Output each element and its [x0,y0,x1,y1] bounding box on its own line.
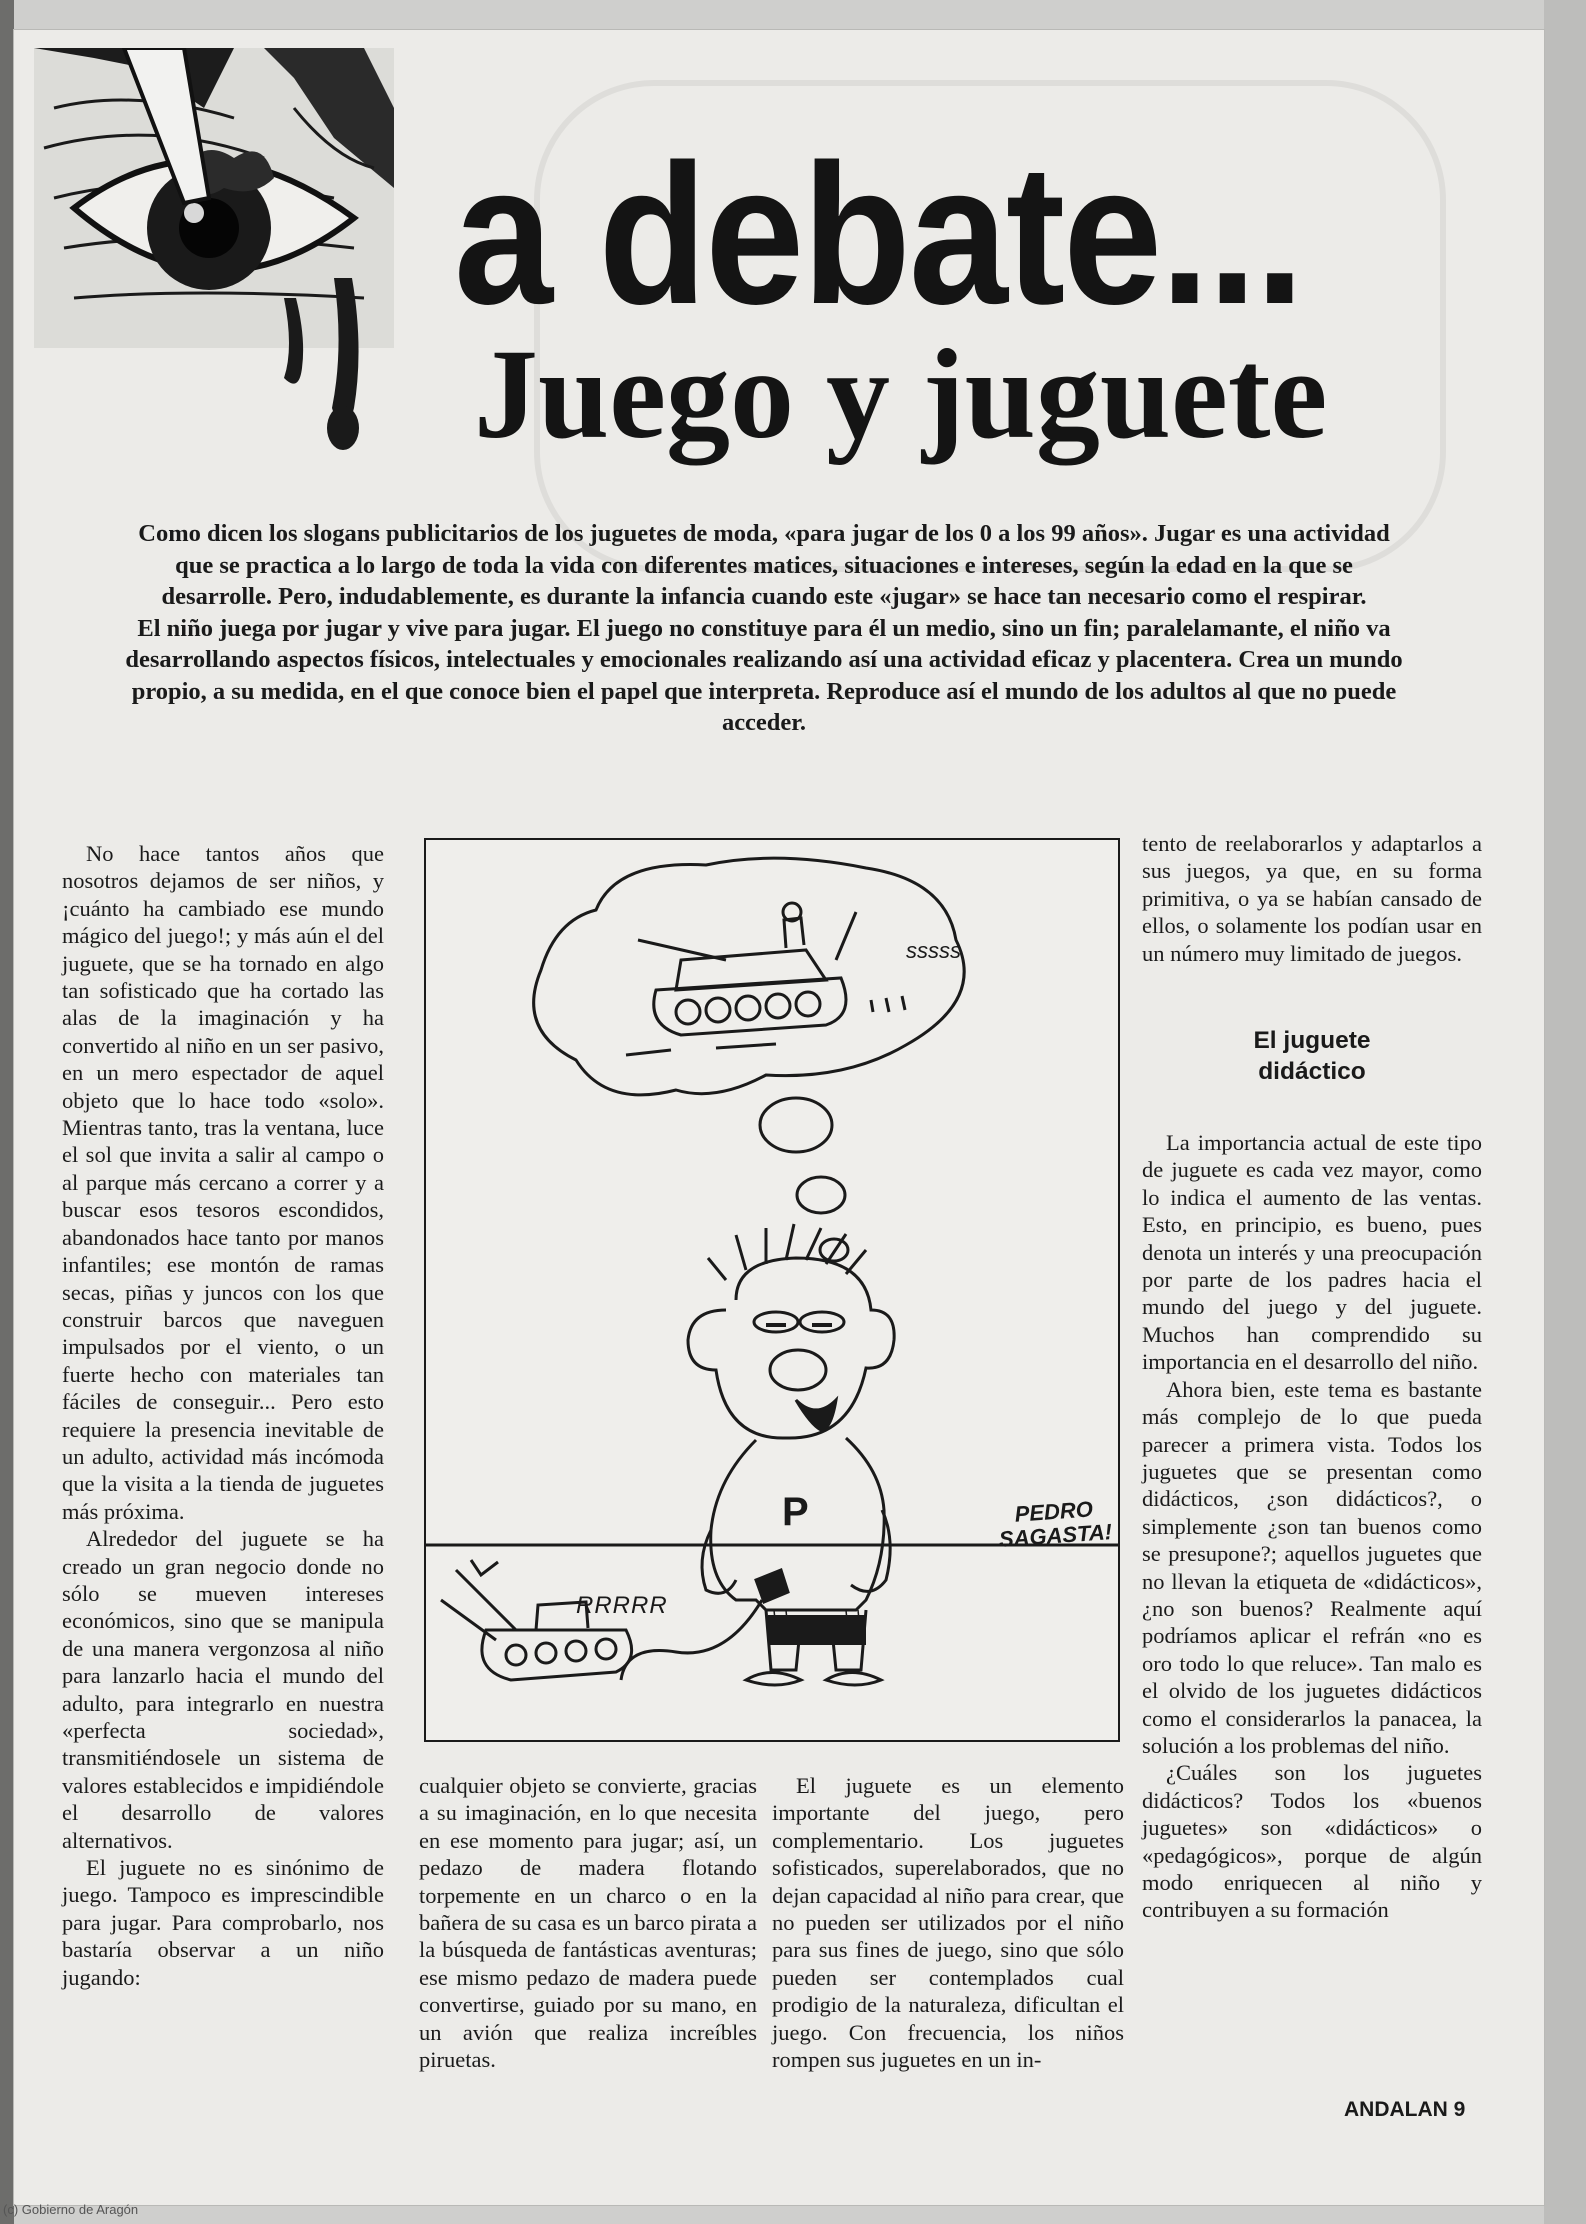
subhead-line: El juguete [1253,1027,1371,1055]
subhead-line: didáctico [1258,1058,1366,1086]
body-paragraph: El juguete es un elemento importante del juego, pero complementario. Los juguetes sofisticados, superelaborados, que no dejan capacidad al niño para crear, que no pueden ser utilizados por el niño para sus fines de juego, sino que sólo pueden ser contemplados cual prodigio de la naturaleza, dificultan el juego. Con frecuencia, los niños rompen sus juguetes en un in- [772,1773,1124,2073]
publication-name: ANDALAN [1344,2098,1448,2121]
headline-subtitle: Juego y juguete [474,323,1328,465]
body-paragraph: tento de reelaborarlos y adaptarlos a sus juegos, ya que, en su forma primitiva, o ya se habían cansado de ellos, o solamente los podían usar en un número muy limitado de juegos. [1142,831,1482,966]
scan-margin [1544,0,1586,2224]
cartoon-tank-sound: sssss [906,938,961,963]
signature-line: SAGASTA! [998,1519,1113,1552]
copyright-notice: (c) Gobierno de Aragón [3,2202,139,2217]
headline-title: a debate... [454,122,1303,346]
intro-paragraph: El niño juega por jugar y vive para jugar. El juego no constituye para él un medio, sino un fin; paralelamante, el niño va desarrollando aspectos físicos, intelectuales y emocionales realizando así una actividad eficaz y placentera. Crea un mundo propio, a su medida, en el que conoce bien el papel que interpreta. Reproduce así el mundo de los adultos al que no puede acceder. [125,614,1403,736]
body-paragraph: Alrededor del juguete se ha creado un gran negocio donde no sólo se mueven intereses económicos, sino que se manipula de una manera vergonzosa al niño para lanzarlo hacia el mundo del adulto, para integrarlo en nuestra «perfecta sociedad», transmitiéndosele un sistema de valores establecidos e impidiéndole el desarrollo de valores alternativos. [62,1526,384,1853]
body-paragraph: ¿Cuáles son los juguetes didácticos? Todos los «buenos juguetes» son «didácticos» o «pedagógicos», porque de algún modo enriquecen al niño y contribuyen a su formación [1142,1760,1482,1923]
cartoon-drawing [426,840,1118,1740]
body-paragraph: La importancia actual de este tipo de juguete es cada vez mayor, como lo indica el aumento de las ventas. Esto, en principio, es bueno, pues denota un interés y una preocupación por parte de los padres hacia el mundo del juego y del juguete. Muchos han comprendido su importancia en el desarrollo del niño. [1142,1130,1482,1375]
text-column-3 [772,1772,1124,2073]
body-paragraph: cualquier objeto se convierte, gracias a su imaginación, en lo que necesita en ese momento para jugar; así, un pedazo de madera flotando torpemente en un charco o en la bañera de su casa es un barco pirata a la búsqueda de fantásticas aventuras; ese mismo pedazo de madera puede convertirse, guiado por su mano, en un avión que realiza increíbles piruetas. [419,1773,757,2073]
body-paragraph: El juguete no es sinónimo de juego. Tampoco es imprescindible para jugar. Para comprobarlo, nos bastaría observar a un niño jugando: [62,1855,384,1990]
signature-line: PEDRO [1013,1496,1094,1527]
eye-illustration [34,48,394,458]
cartoon-shirt-letter: P [782,1490,809,1534]
magazine-page [14,30,1544,2205]
page-footer [1344,2098,1465,2122]
section-subhead [1142,1025,1482,1087]
intro-paragraph: Como dicen los slogans publicitarios de los juguetes de moda, «para jugar de los 0 a los 99 años». Jugar es una actividad que se practica a lo largo de toda la vida con diferentes matices, situaciones e intereses, según la edad en la que se desarrolle. Pero, indudablemente, es durante la infancia cuando este «jugar» se hace tan necesario como el respirar. [138,520,1390,610]
binding-spine [0,0,14,2224]
body-paragraph: No hace tantos años que nosotros dejamos de ser niños, y ¡cuánto ha cambiado ese mundo mágico del juego!; y más aún el del juguete, que se ha tornado en algo tan sofisticado que ha cortado las alas de la imaginación y ha convertido al niño en un ser pasivo, en un mero espectador de aquel objeto que lo hace todo «solo». Mientras tanto, tras la ventana, luce el sol que invita a salir al campo o al parque más cercano a correr y a buscar esos tesoros escondidos, abandonados hace tanto por manos infantiles; ese montón de ramas secas, piñas y juncos con los que construir barcos que naveguen impulsados por el viento, o un fuerte hecho con materiales tan fáciles de conseguir... Pero esto requiere la presencia inevitable de un adulto, actividad más incómoda que la visita a la tienda de juguetes más próxima. [62,841,384,1524]
cartoon-toy-sound: RRRRR [576,1592,668,1619]
text-column-1 [62,840,384,1991]
text-column-2 [419,1772,757,2073]
text-column-4 [1142,830,1482,1924]
intro-lead [119,518,1409,739]
page-number: 9 [1453,2098,1466,2121]
body-paragraph: Ahora bien, este tema es bastante más complejo de lo que pueda parecer a primera vista. Todos los juguetes que se presentan como didácticos, ¿son didácticos?, o simplemente ¿son tan buenos como se presupone?; aquellos juguetes que no llevan la etiqueta de «didácticos», ¿no son buenos? Realmente aquí podríamos aplicar el refrán «no es oro todo lo que reluce». Tan malo es el olvido de los juguetes didácticos como el considerarlos la panacea, la solución a los problemas del niño. [1142,1376,1482,1758]
cartoon-signature [996,1496,1112,1552]
cartoon-illustration [424,838,1120,1742]
